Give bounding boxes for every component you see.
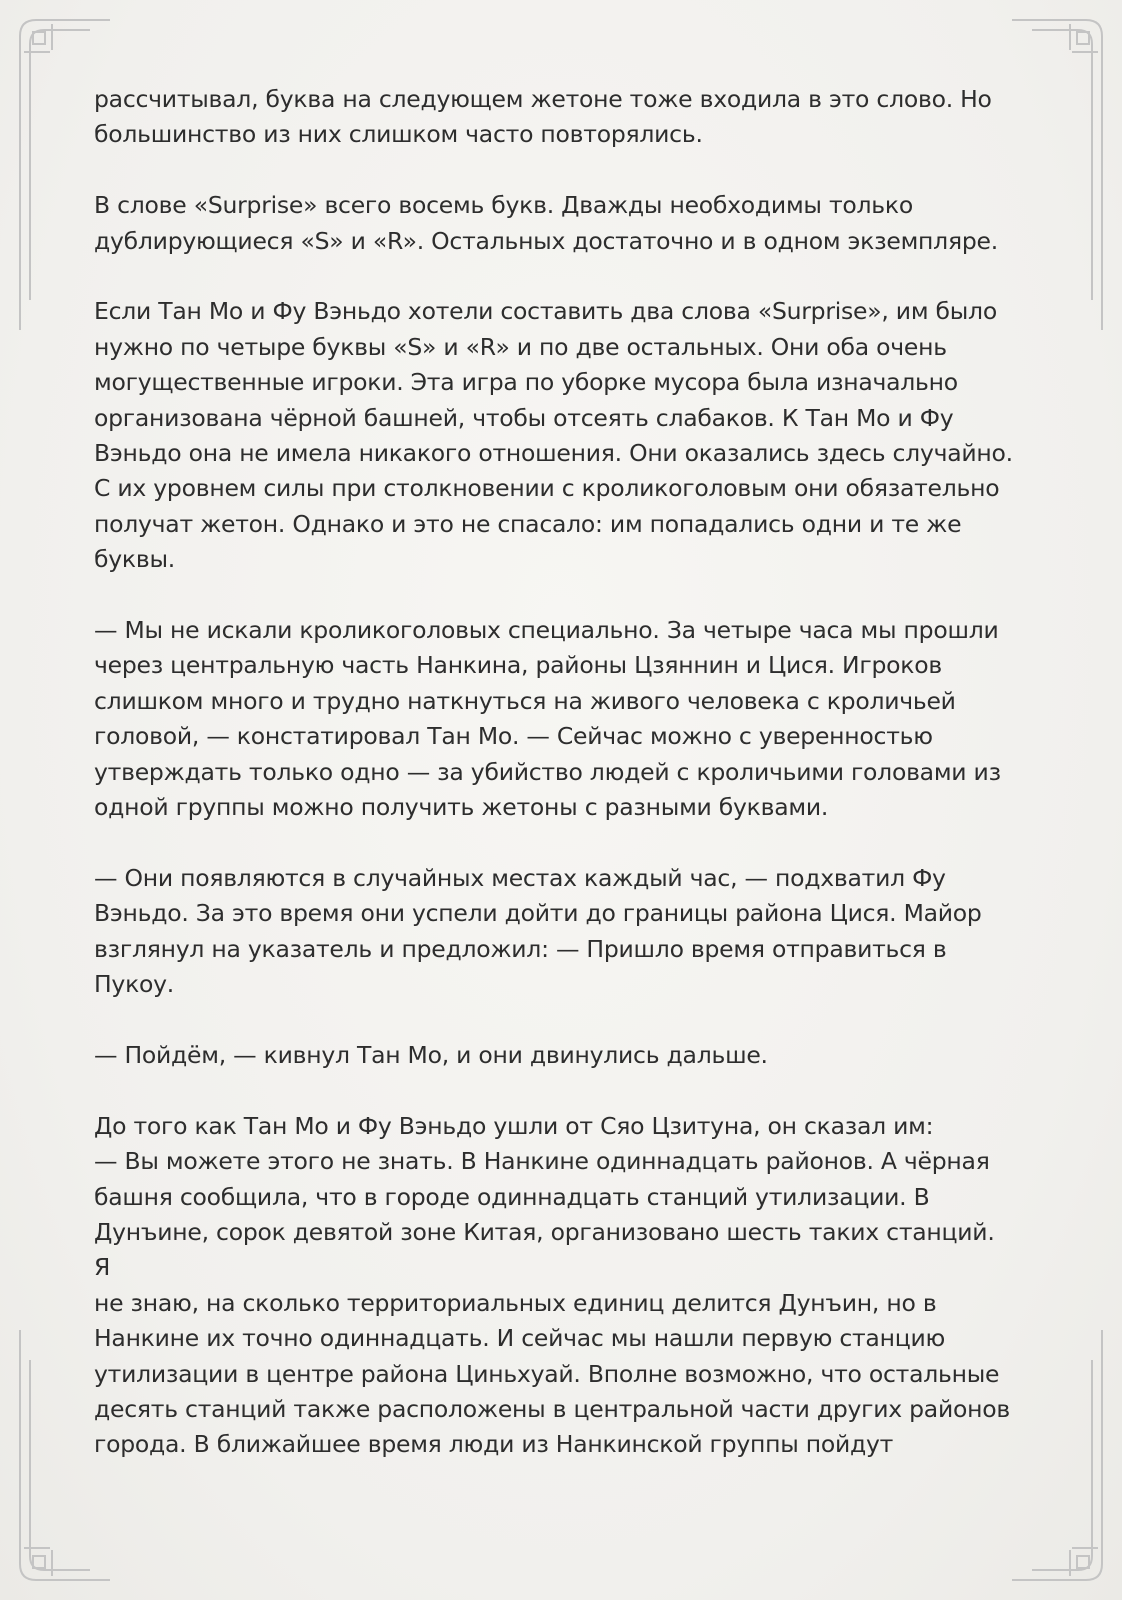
paragraph-7: До того как Тан Мо и Фу Вэньдо ушли от Сяо Цзитуна, он сказал им: — Вы можете этого не знать. В Нанкине одиннадцать районов. А чёрная башня сообщила, что в городе одиннадцать станций утилизации. В Дунъине, сорок девятой зоне Китая, организовано шесть таких станций. Я не знаю, на сколько территориальных единиц делится Дунъин, но в Нанкине их точно одиннадцать. И сейчас мы нашли первую станцию утилизации в центре района Циньхуай. Вполне возможно, что остальные десять станций также расположены в центральной части других районов города. В ближайшее время люди из Нанкинской группы пойдут [94,1111,1010,1459]
paragraph-1: рассчитывал, буква на следующем жетоне тоже входила в это слово. Но большинство из них слишком часто повторялись. [94,85,992,149]
body-text [94,82,1014,1463]
paragraph-3: Если Тан Мо и Фу Вэньдо хотели составить два слова «Surprise», им было нужно по четыре буквы «S» и «R» и по две остальных. Они оба очень могущественные игроки. Эта игра по уборке мусора была изначально организована чёрной башней, чтобы отсеять слабаков. К Тан Мо и Фу Вэньдо она не имела никакого отношения. Они оказались здесь случайно. С их уровнем силы при столкновении с кроликоголовым они обязательно получат жетон. Однако и это не спасало: им попадались одни и те же буквы. [94,297,1013,574]
paragraph-6: — Пойдём, — кивнул Тан Мо, и они двинулись дальше. [94,1040,768,1069]
frame-corner-bottom-right [1012,1330,1102,1580]
frame-corner-top-right [1012,20,1102,330]
paragraph-5: — Они появляются в случайных местах каждый час, — подхватил Фу Вэньдо. За это время они успели дойти до границы района Цися. Майор взглянул на указатель и предложил: — Пришло время отправиться в Пукоу. [94,863,982,999]
paragraph-4: — Мы не искали кроликоголовых специально. За четыре часа мы прошли через центральную часть Нанкина, районы Цзяннин и Цися. Игроков слишком много и трудно наткнуться на живого человека с кроличьей головой, — констатировал Тан Мо. — Сейчас можно с уверенностью утверждать только одно — за убийство людей с кроличьими головами из одной группы можно получить жетоны с разными буквами. [94,616,1001,822]
paragraph-2: В слове «Surprise» всего восемь букв. Дважды необходимы только дублирующиеся «S» и «R». Остальных достаточно и в одном экземпляре. [94,191,998,255]
